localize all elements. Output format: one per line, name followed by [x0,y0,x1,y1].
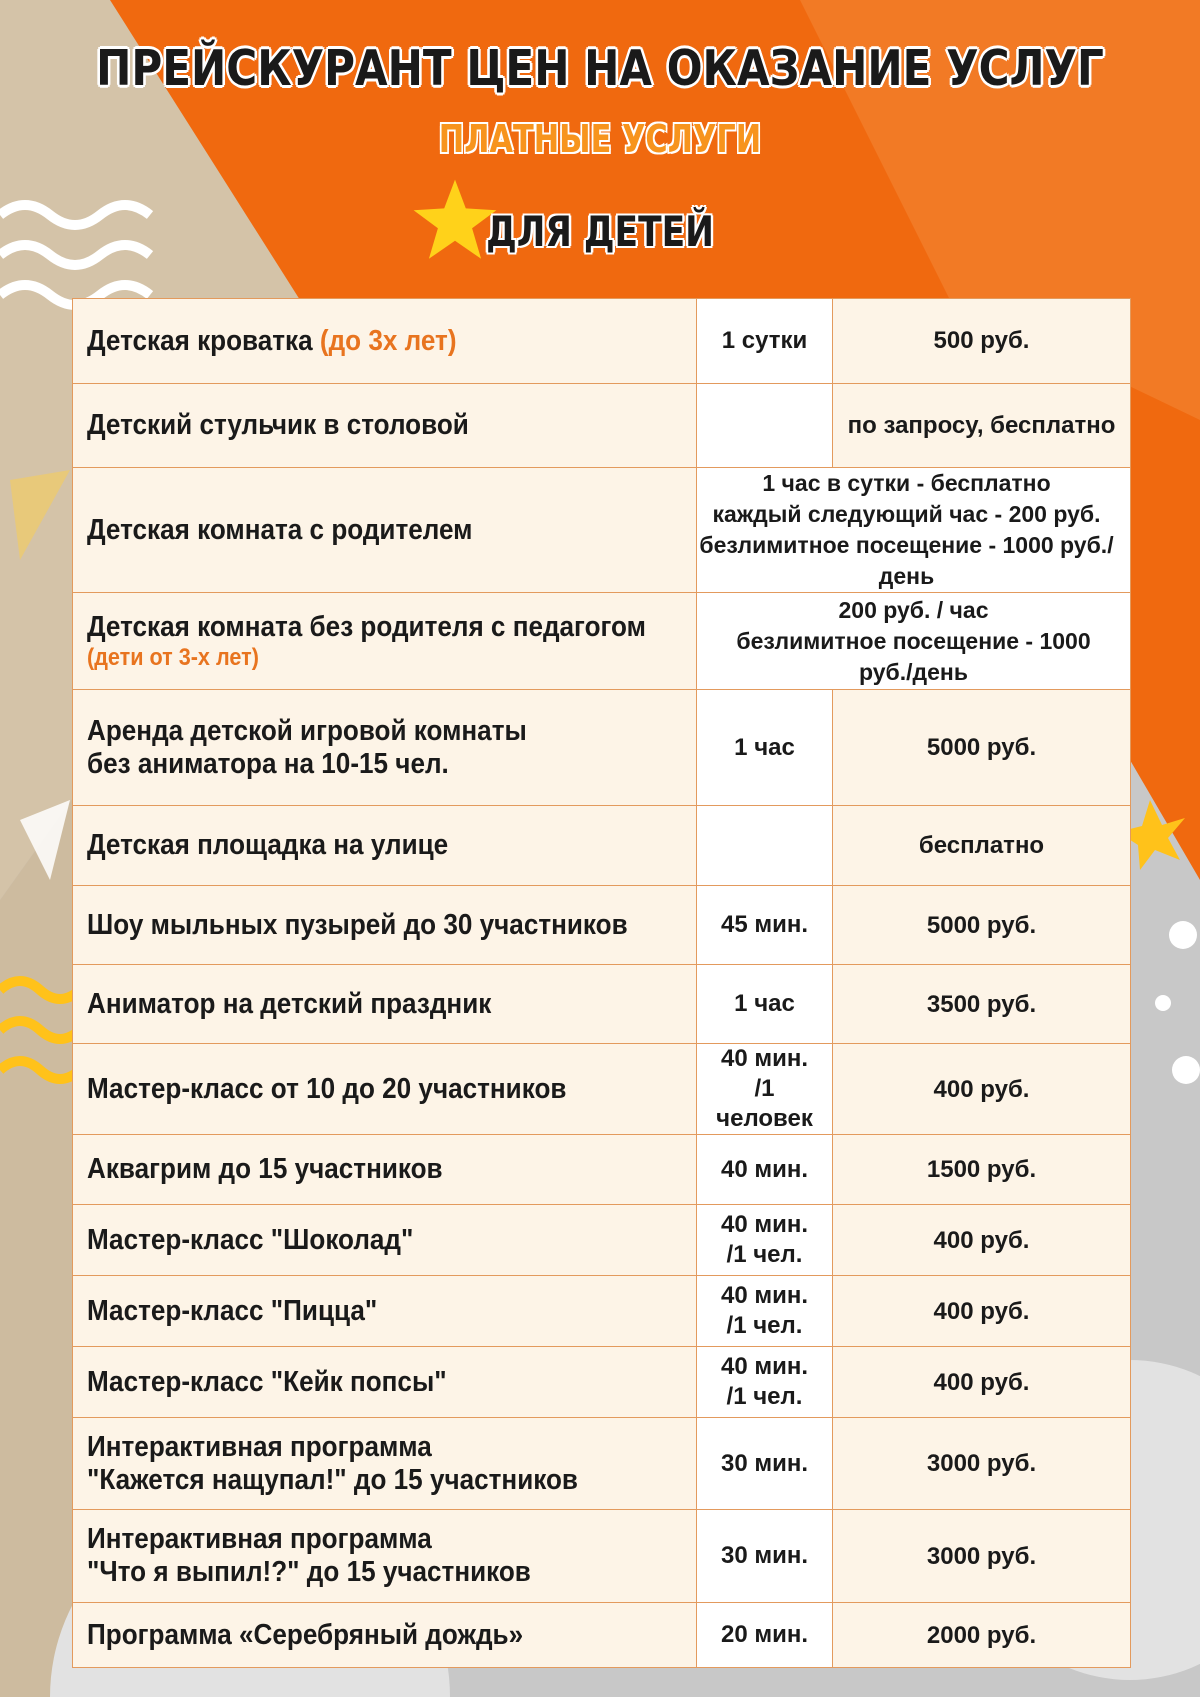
table-row [73,1205,1131,1276]
service-duration: 40 мин. /1 чел. [697,1205,833,1276]
service-duration: 1 час [697,965,833,1044]
service-name: Интерактивная программа "Что я выпил!?" до 15 участников [73,1510,697,1603]
service-price: 400 руб. [833,1205,1131,1276]
service-info: 1 час в сутки - бесплатно каждый следующий час - 200 руб. безлимитное посещение - 1000 руб./день [697,468,1131,593]
service-price: 3000 руб. [833,1510,1131,1603]
table-row [73,593,1131,690]
service-duration: 30 мин. [697,1510,833,1603]
service-price: по запросу, бесплатно [833,384,1131,468]
service-name: Мастер-класс от 10 до 20 участников [73,1044,697,1135]
service-price: 400 руб. [833,1276,1131,1347]
service-name: Интерактивная программа "Кажется нащупал!" до 15 участников [73,1418,697,1510]
service-price: 3500 руб. [833,965,1131,1044]
service-name: Детский стульчик в столовой [73,384,697,468]
service-name: Мастер-класс "Пицца" [73,1276,697,1347]
service-price: 3000 руб. [833,1418,1131,1510]
service-duration: 20 мин. [697,1603,833,1668]
service-info: 200 руб. / час безлимитное посещение - 1000 руб./день [697,593,1131,690]
service-price: 500 руб. [833,299,1131,384]
table-row [73,965,1131,1044]
table-row [73,1044,1131,1135]
table-row [73,468,1131,593]
service-duration [697,384,833,468]
service-duration: 40 мин. /1 человек [697,1044,833,1135]
service-price: 5000 руб. [833,886,1131,965]
service-name: Детская кроватка (до 3х лет) [73,299,697,384]
table-row [73,1276,1131,1347]
service-duration [697,806,833,886]
service-duration: 40 мин. /1 чел. [697,1347,833,1418]
section-title: ДЛЯ ДЕТЕЙ [486,207,714,256]
service-name: Детская комната без родителя с педагогом (дети от 3-х лет) [73,593,697,690]
service-name: Аниматор на детский праздник [73,965,697,1044]
service-price: 5000 руб. [833,690,1131,806]
service-duration: 1 сутки [697,299,833,384]
table-row [73,1510,1131,1603]
service-duration: 40 мин. /1 чел. [697,1276,833,1347]
table-row [73,886,1131,965]
service-name: Шоу мыльных пузырей до 30 участников [73,886,697,965]
price-table [72,298,1131,1668]
page-subtitle: ПЛАТНЫЕ УСЛУГИ [438,117,762,161]
service-price: 2000 руб. [833,1603,1131,1668]
table-row [73,1135,1131,1205]
service-price: бесплатно [833,806,1131,886]
service-price: 1500 руб. [833,1135,1131,1205]
service-price: 400 руб. [833,1347,1131,1418]
service-name: Детская площадка на улице [73,806,697,886]
service-name: Детская комната с родителем [73,468,697,593]
service-name: Аквагрим до 15 участников [73,1135,697,1205]
table-row [73,806,1131,886]
service-name: Программа «Серебряный дождь» [73,1603,697,1668]
service-name: Аренда детской игровой комнаты без аниматора на 10-15 чел. [73,690,697,806]
service-name: Мастер-класс "Кейк попсы" [73,1347,697,1418]
table-row [73,1347,1131,1418]
table-row [73,1603,1131,1668]
page-title: ПРЕЙСКУРАНТ ЦЕН НА ОКАЗАНИЕ УСЛУГ [96,40,1104,97]
service-price: 400 руб. [833,1044,1131,1135]
service-duration: 30 мин. [697,1418,833,1510]
service-duration: 40 мин. [697,1135,833,1205]
table-row [73,384,1131,468]
table-row [73,1418,1131,1510]
service-duration: 45 мин. [697,886,833,965]
service-name: Мастер-класс "Шоколад" [73,1205,697,1276]
service-duration: 1 час [697,690,833,806]
table-row [73,690,1131,806]
table-row [73,299,1131,384]
